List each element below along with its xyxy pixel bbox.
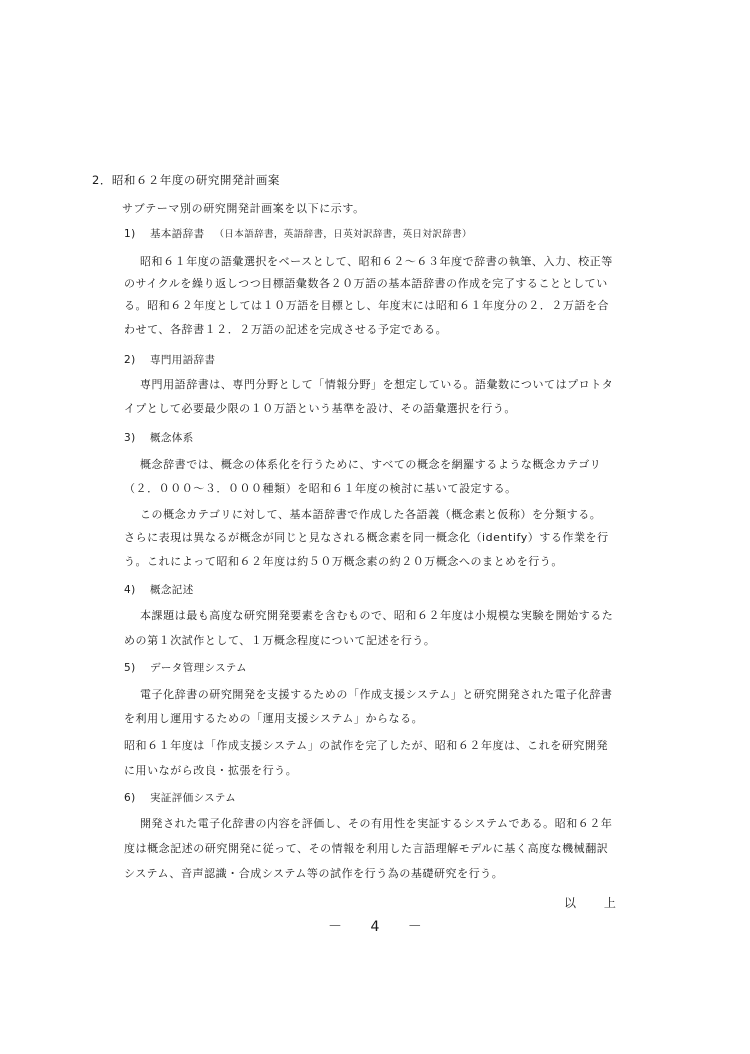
section-3-number: 3) xyxy=(124,432,136,444)
paragraph-line: この概念カテゴリに対して、基本語辞書で作成した各語義（概念素と仮称）を分類する。 xyxy=(140,508,602,521)
paragraph-line: のサイクルを繰り返しつつ目標語彙数各２０万語の基本語辞書の作成を完了することとしてい xyxy=(124,277,608,290)
paragraph-line: 昭和６１年度は「作成支援システム」の試作を完了したが、昭和６２年度は、これを研究開発 xyxy=(124,739,608,752)
closing-mark: 以 上 xyxy=(564,896,628,910)
paragraph-line: に用いながら改良・拡張を行う。 xyxy=(124,764,298,777)
paragraph-line: （２．０００～３．０００種類）を昭和６１年度の検討に基いて設定する。 xyxy=(124,482,517,495)
section-3-title xyxy=(124,430,194,445)
paragraph-line: めの第１次試作として、１万概念程度について記述を行う。 xyxy=(124,634,436,647)
section-5-label: データ管理システム xyxy=(150,662,248,674)
paragraph-line: システム、音声認識・合成システム等の試作を行う為の基礎研究を行う。 xyxy=(124,867,504,880)
section-6-number: 6) xyxy=(124,792,136,804)
section-4-number: 4) xyxy=(124,584,136,596)
paragraph-line: 本課題は最も高度な研究開発要素を含むもので、昭和６２年度は小規模な実験を開始するた xyxy=(140,609,614,622)
section-5-title xyxy=(124,660,247,675)
paragraph-line: 専門用語辞書は、専門分野として「情報分野」を想定している。語彙数についてはプロトタ xyxy=(140,378,614,391)
section-2-title xyxy=(124,352,215,367)
paragraph-line: わせて、各辞書１２．２万語の記述を完成させる予定である。 xyxy=(124,323,448,336)
section-2-number: 2) xyxy=(124,354,136,366)
section-5-number: 5) xyxy=(124,662,136,674)
paragraph-line: を利用し運用するための「運用支援システム」からなる。 xyxy=(124,712,424,725)
paragraph-line: 概念辞書では、概念の体系化を行うために、すべての概念を網羅するような概念カテゴリ xyxy=(140,458,602,471)
section-1-title xyxy=(124,226,472,241)
paragraph-line: る。昭和６２年度としては１０万語を目標とし、年度末には昭和６１年度分の２．２万語を合 xyxy=(124,299,610,312)
section-4-title xyxy=(124,582,194,597)
section-2-label: 専門用語辞書 xyxy=(150,354,216,366)
paragraph-line: う。これによって昭和６２年度は約５０万概念素の約２０万概念へのまとめを行う。 xyxy=(124,555,563,568)
section-1-subtitle: （日本語辞書，英語辞書，日英対訳辞書，英日対訳辞書） xyxy=(214,229,472,240)
section-6-label: 実証評価システム xyxy=(150,792,237,804)
section-1-label: 基本語辞書 xyxy=(150,228,205,240)
section-4-label: 概念記述 xyxy=(150,584,194,596)
page-number: － 4 － xyxy=(328,919,434,935)
paragraph-line: イプとして必要最少限の１０万語という基準を設け、その語彙選択を行う。 xyxy=(124,402,516,415)
paragraph-line: 開発された電子化辞書の内容を評価し、その有用性を実証するシステムである。昭和６２年 xyxy=(140,817,613,830)
section-3-label: 概念体系 xyxy=(150,432,194,444)
paragraph-line: 電子化辞書の研究開発を支援するための「作成支援システム」と研究開発された電子化辞書 xyxy=(140,688,613,701)
section-6-title xyxy=(124,790,236,805)
section-1-number: 1) xyxy=(124,228,136,240)
paragraph-line: さらに表現は異なるが概念が同じと見なされる概念素を同一概念化（identify）する作業を行 xyxy=(124,531,609,544)
intro-text: サブテーマ別の研究開発計画案を以下に示す。 xyxy=(122,202,365,215)
paragraph-line: 昭和６１年度の語彙選択をベースとして、昭和６２～６３年度で辞書の執筆、入力、校正等 xyxy=(140,255,613,268)
section-heading: 2．昭和６２年度の研究開発計画案 xyxy=(92,173,280,187)
paragraph-line: 度は概念記述の研究開発に従って、その情報を利用した言語理解モデルに基く高度な機械翻訳 xyxy=(124,842,609,855)
